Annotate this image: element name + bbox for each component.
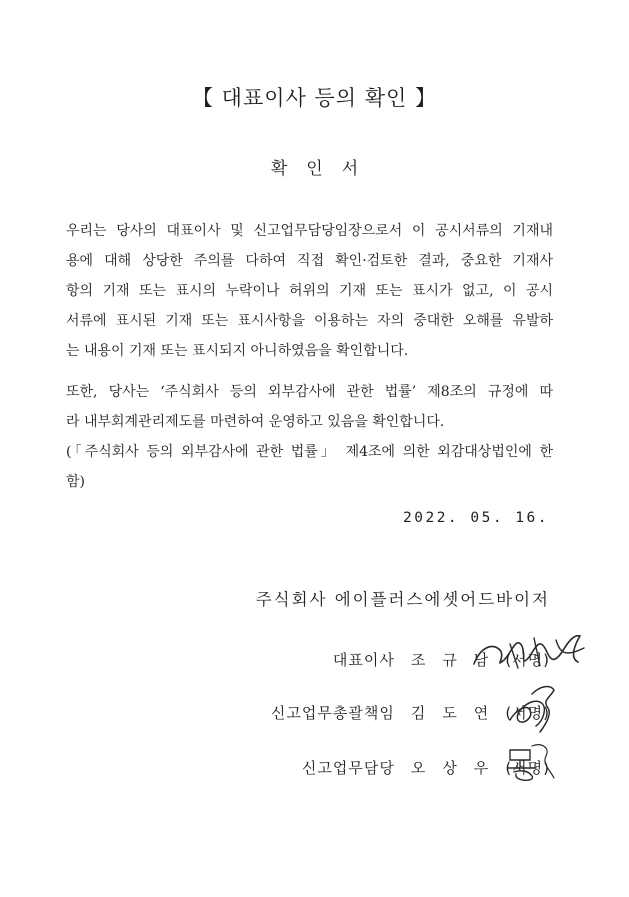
confirmation-paragraph — [66, 216, 553, 366]
paragraph-line: (「주식회사 등의 외부감사에 관한 법률」 제4조에 의한 외감대상법인에 한 — [66, 444, 553, 460]
signatory-reporting-chief — [271, 702, 550, 723]
paragraph-line: 용에 대해 상당한 주의를 다하여 직접 확인·검토한 결과, 중요한 기재사 — [66, 253, 553, 269]
document-subtitle: 확인서 — [270, 159, 378, 179]
paragraph-line: 함) — [66, 474, 85, 490]
paragraph-line: 항의 기재 또는 표시의 누락이나 허위의 기재 또는 표시가 없고, 이 공시 — [66, 283, 553, 299]
paragraph-line: 또한, 당사는 ‘주식회사 등의 외부감사에 관한 법률’ 제8조의 규정에 따 — [66, 384, 553, 400]
signatory-ceo — [333, 649, 550, 670]
document-date: 2022. 05. 16. — [403, 510, 549, 526]
paragraph-line: 라 내부회계관리제도를 마련하여 운영하고 있음을 확인합니다. — [66, 414, 445, 430]
document-heading: 【 대표이사 등의 확인 】 — [192, 86, 437, 110]
signatory-reporting-officer — [302, 757, 550, 778]
signature-seal-label: (서명) — [505, 651, 550, 669]
signatory-name: 김도연 — [410, 704, 506, 722]
signatory-name: 조규남 — [410, 651, 506, 669]
company-name: 주식회사 에이플러스에셋어드바이저 — [255, 590, 550, 609]
signature-seal-label: (서명) — [505, 759, 550, 777]
signatory-name: 오상우 — [410, 759, 506, 777]
paragraph-line: 는 내용이 기재 또는 표시되지 아니하였음을 확인합니다. — [66, 343, 409, 359]
signatory-title: 신고업무총괄책임 — [270, 704, 395, 722]
signatory-title: 신고업무담당 — [301, 759, 395, 777]
signature-seal-label: (서명) — [505, 704, 550, 722]
paragraph-line: 우리는 당사의 대표이사 및 신고업무담당임장으로서 이 공시서류의 기재내 — [66, 223, 553, 239]
paragraph-line: 서류에 표시된 기재 또는 표시사항을 이용하는 자의 중대한 오해를 유발하 — [66, 313, 553, 329]
internal-control-paragraph — [66, 377, 553, 497]
signatory-title: 대표이사 — [332, 651, 395, 669]
